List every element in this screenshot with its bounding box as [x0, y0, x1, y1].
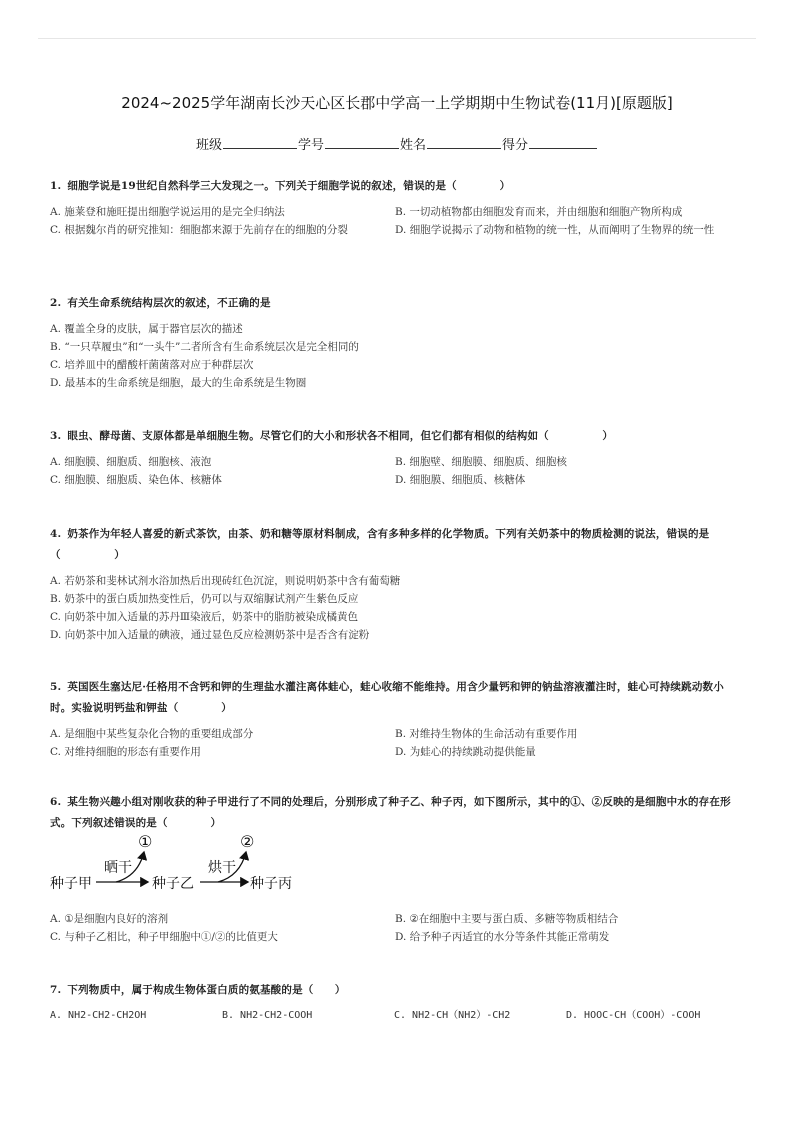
name-label: 姓名: [400, 138, 427, 153]
option-c[interactable]: C. 对维持细胞的形态有重要作用: [50, 746, 201, 758]
step2-label: 烘干: [208, 860, 236, 876]
question-2: [50, 293, 740, 392]
option-d[interactable]: D. 最基本的生命系统是细胞，最大的生命系统是生物圈: [50, 377, 307, 389]
option-c[interactable]: C. 向奶茶中加入适量的苏丹Ⅲ染液后，奶茶中的脂肪被染成橘黄色: [50, 611, 358, 623]
option-d[interactable]: D. 细胞学说揭示了动物和植物的统一性，从而阐明了生物界的统一性: [395, 224, 715, 236]
question-stem: 2. 有关生命系统结构层次的叙述，不正确的是: [50, 297, 271, 309]
option-c[interactable]: C. 培养皿中的醋酸杆菌菌落对应于种群层次: [50, 359, 254, 371]
seed-a-label: 种子甲: [50, 876, 92, 892]
question-stem: 6. 某生物兴趣小组对刚收获的种子甲进行了不同的处理后，分别形成了种子乙、种子丙，如下图所示，其中的①、②反映的是细胞中水的存在形式。下列叙述错误的是（ ）: [50, 796, 731, 829]
score-blank[interactable]: [529, 136, 597, 149]
options: [50, 453, 740, 489]
option-a[interactable]: A. 施莱登和施旺提出细胞学说运用的是完全归纳法: [50, 206, 285, 218]
options: [50, 725, 740, 761]
mark1-label: ①: [138, 832, 153, 851]
class-blank[interactable]: [223, 136, 297, 149]
option-b[interactable]: B. ②在细胞中主要与蛋白质、多糖等物质相结合: [395, 913, 619, 925]
seed-b-label: 种子乙: [152, 876, 194, 892]
student-info-line: [0, 134, 794, 153]
option-b[interactable]: B. “一只草履虫”和“一头牛”二者所含有生命系统层次是完全相同的: [50, 341, 359, 353]
option-b[interactable]: B. 细胞壁、细胞膜、细胞质、细胞核: [395, 456, 567, 468]
question-3: [50, 426, 740, 489]
option-b[interactable]: B. 一切动植物都由细胞发育而来，并由细胞和细胞产物所构成: [395, 206, 683, 218]
option-b[interactable]: B. 奶茶中的蛋白质加热变性后，仍可以与双缩脲试剂产生紫色反应: [50, 593, 359, 605]
option-b[interactable]: B. 对维持生物体的生命活动有重要作用: [395, 728, 578, 740]
question-stem: 4. 奶茶作为年轻人喜爱的新式茶饮，由茶、奶和糖等原材料制成，含有多种多样的化学物质。下列有关奶茶中的物质检测的说法，错误的是（ ）: [50, 528, 710, 561]
options: [50, 320, 740, 392]
question-6: [50, 792, 740, 946]
name-blank[interactable]: [427, 136, 501, 149]
option-a[interactable]: A. ①是细胞内良好的溶剂: [50, 913, 169, 925]
option-d[interactable]: D. HOOC-CH（COOH）-COOH: [566, 1010, 701, 1021]
option-a[interactable]: A. 细胞膜、细胞质、细胞核、液泡: [50, 456, 212, 468]
option-d[interactable]: D. 给予种子丙适宜的水分等条件其能正常萌发: [395, 931, 610, 943]
student-id-label: 学号: [297, 138, 324, 153]
student-id-blank[interactable]: [325, 136, 399, 149]
mark2-label: ②: [240, 832, 255, 851]
question-stem: 5. 英国医生塞达尼·任格用不含钙和钾的生理盐水灌注离体蛙心，蛙心收缩不能维持。用含少量钙和钾的钠盐溶液灌注时，蛙心可持续跳动数小时。实验说明钙盐和钾盐（ ）: [50, 681, 724, 714]
option-c[interactable]: C. 细胞膜、细胞质、染色体、核糖体: [50, 474, 222, 486]
option-a[interactable]: A. 覆盖全身的皮肤，属于器官层次的描述: [50, 323, 243, 335]
class-label: 班级: [195, 138, 222, 153]
option-a[interactable]: A. NH2-CH2-CH2OH: [50, 1010, 147, 1021]
option-a[interactable]: A. 是细胞中某些复杂化合物的重要组成部分: [50, 728, 254, 740]
option-d[interactable]: D. 为蛙心的持续跳动提供能量: [395, 746, 536, 758]
option-c[interactable]: C. 与种子乙相比，种子甲细胞中①/②的比值更大: [50, 931, 278, 943]
option-a[interactable]: A. 若奶茶和斐林试剂水浴加热后出现砖红色沉淀，则说明奶茶中含有葡萄糖: [50, 575, 401, 587]
options: [50, 1007, 740, 1025]
seed-c-label: 种子丙: [250, 876, 292, 892]
question-1: [50, 176, 740, 239]
header-divider: [38, 38, 756, 39]
question-7: [50, 980, 740, 1025]
options: [50, 203, 740, 239]
option-c[interactable]: C. 根据魏尔肖的研究推知：细胞都来源于先前存在的细胞的分裂: [50, 224, 348, 236]
option-d[interactable]: D. 细胞膜、细胞质、核糖体: [395, 474, 526, 486]
question-stem: 1. 细胞学说是19世纪自然科学三大发现之一。下列关于细胞学说的叙述，错误的是（ ）: [50, 180, 511, 192]
options: [50, 910, 740, 946]
question-stem: 3. 眼虫、酵母菌、支原体都是单细胞生物。尽管它们的大小和形状各不相同，但它们都有相似的结构如（ ）: [50, 430, 614, 442]
option-c[interactable]: C. NH2-CH（NH2）-CH2: [394, 1010, 511, 1021]
option-b[interactable]: B. NH2-CH2-COOH: [222, 1010, 313, 1021]
score-label: 得分: [502, 138, 529, 153]
seed-process-diagram: [50, 832, 740, 908]
question-stem: 7. 下列物质中，属于构成生物体蛋白质的氨基酸的是（ ）: [50, 984, 346, 996]
step1-label: 晒干: [104, 860, 132, 876]
option-d[interactable]: D. 向奶茶中加入适量的碘液，通过显色反应检测奶茶中是否含有淀粉: [50, 629, 370, 641]
question-4: [50, 524, 740, 644]
page-title: 2024~2025学年湖南长沙天心区长郡中学高一上学期期中生物试卷(11月)[原题版]: [121, 94, 673, 112]
question-5: [50, 677, 740, 761]
options: [50, 572, 740, 644]
